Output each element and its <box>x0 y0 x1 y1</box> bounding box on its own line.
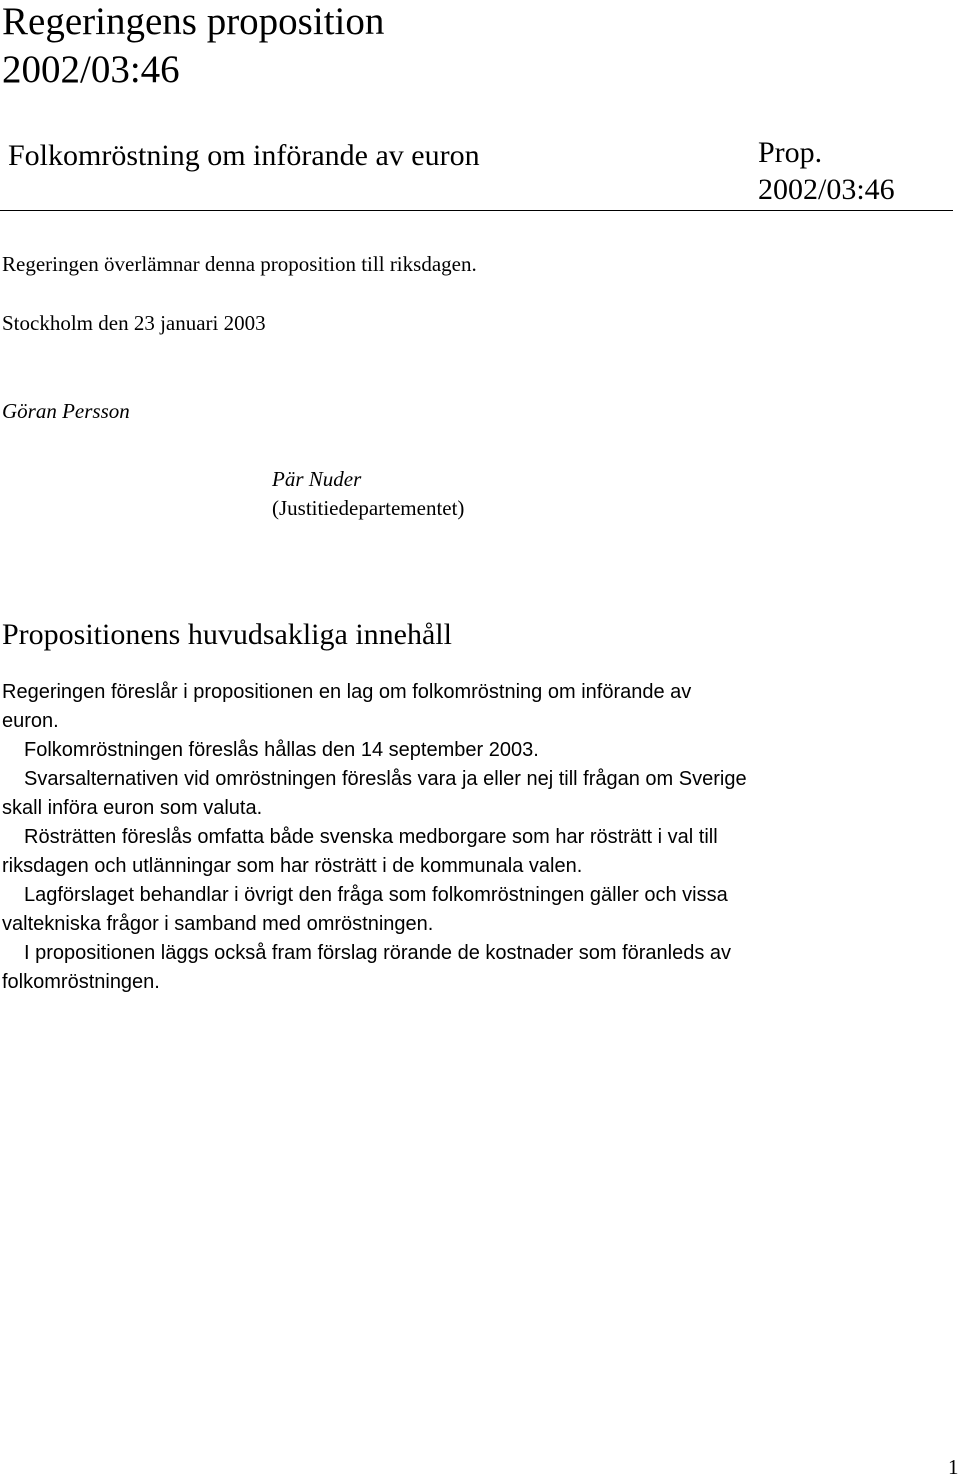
document-title <box>2 0 384 94</box>
document-title-line2: 2002/03:46 <box>2 48 180 91</box>
department-name: (Justitiedepartementet) <box>272 496 465 520</box>
summary-heading: Propositionens huvudsakliga innehåll <box>2 618 452 651</box>
summary-paragraph: Lagförslaget behandlar i övrigt den fråga som folkomröstningen gäller och vissa valtekniska frågor i samband med omröstningen. <box>2 884 728 935</box>
summary-paragraph: Rösträtten föreslås omfatta både svenska medborgare som har rösträtt i val till riksdagen och utlänningar som har rösträtt i de kommunala valen. <box>2 826 718 877</box>
summary-paragraph: Regeringen föreslår i propositionen en lag om folkomröstning om införande av euron. <box>2 681 692 732</box>
document-subtitle: Folkomröstning om införande av euron <box>8 139 480 172</box>
prop-label-line2: 2002/03:46 <box>758 173 895 206</box>
prop-label-line1: Prop. <box>758 136 823 169</box>
summary-paragraph: I propositionen läggs också fram förslag rörande de kostnader som föranleds av folkomröstningen. <box>2 942 732 993</box>
proposition-number-label <box>758 134 895 208</box>
document-title-line1: Regeringens proposition <box>2 0 385 43</box>
header-divider <box>0 210 953 211</box>
summary-paragraph: Folkomröstningen föreslås hållas den 14 september 2003. <box>24 739 539 761</box>
summary-body <box>2 678 747 997</box>
signatory-minister: Pär Nuder <box>272 467 362 491</box>
summary-paragraph: Svarsalternativen vid omröstningen föreslås vara ja eller nej till frågan om Sverige skall införa euron som valuta. <box>2 768 747 819</box>
place-and-date: Stockholm den 23 januari 2003 <box>2 311 266 335</box>
handover-statement: Regeringen överlämnar denna proposition till riksdagen. <box>2 252 477 276</box>
page-number: 1 <box>948 1455 959 1479</box>
signatory-prime-minister: Göran Persson <box>2 399 130 423</box>
